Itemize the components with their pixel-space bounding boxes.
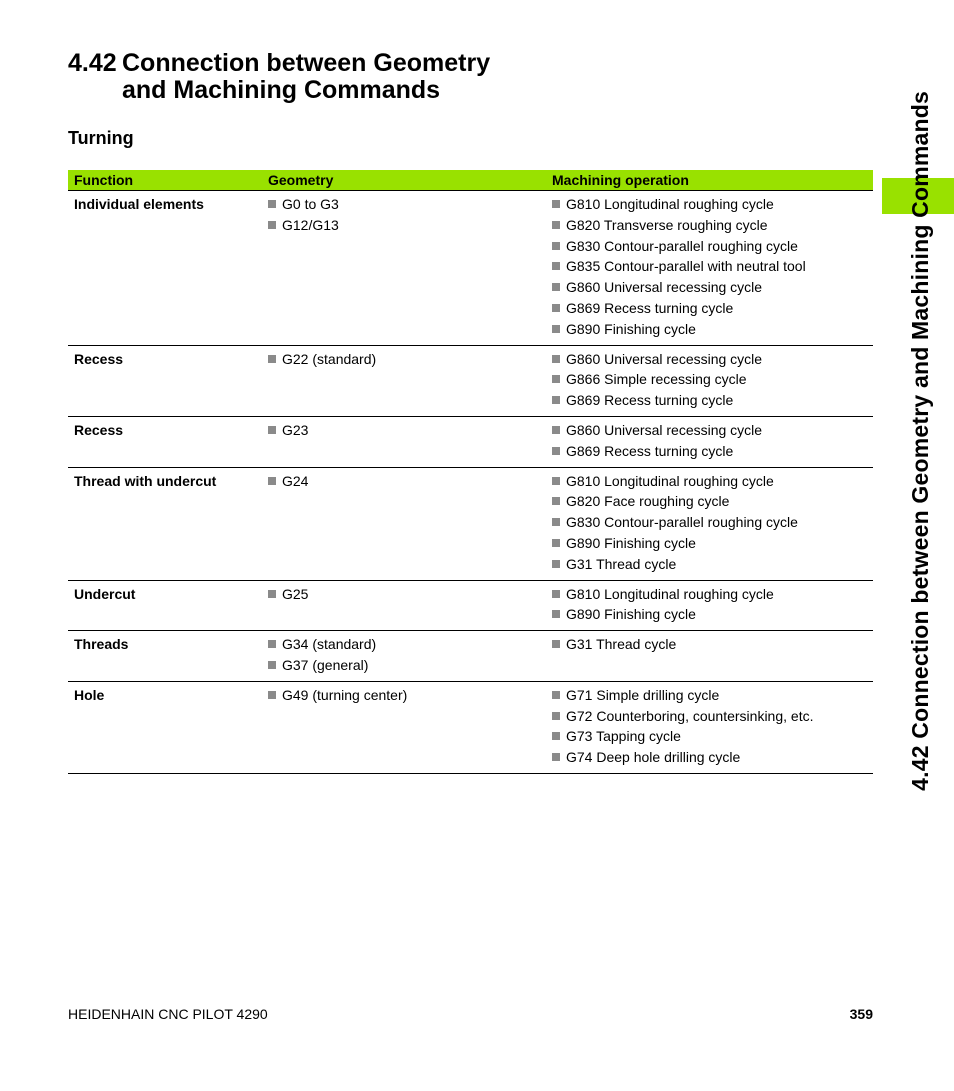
machining-cell-list	[552, 634, 867, 655]
table-row	[68, 345, 873, 416]
machining-item: G860 Universal recessing cycle	[552, 277, 867, 298]
machining-cell	[546, 681, 873, 773]
machining-item: G820 Transverse roughing cycle	[552, 215, 867, 236]
column-header-function: Function	[68, 170, 262, 191]
machining-item: G860 Universal recessing cycle	[552, 420, 867, 441]
geometry-cell	[262, 631, 546, 682]
geometry-cell	[262, 580, 546, 631]
table-header-row	[68, 170, 873, 191]
geometry-cell-list	[268, 584, 540, 605]
table-row	[68, 191, 873, 346]
column-header-geometry: Geometry	[262, 170, 546, 191]
machining-cell-list	[552, 194, 867, 340]
title-line-1: Connection between Geometry	[122, 49, 491, 77]
machining-item: G869 Recess turning cycle	[552, 298, 867, 319]
commands-table	[68, 170, 873, 774]
geometry-item: G0 to G3	[268, 194, 540, 215]
machining-item: G820 Face roughing cycle	[552, 491, 867, 512]
machining-item: G73 Tapping cycle	[552, 726, 867, 747]
machining-item: G866 Simple recessing cycle	[552, 369, 867, 390]
table-row	[68, 631, 873, 682]
geometry-cell	[262, 681, 546, 773]
machining-item: G890 Finishing cycle	[552, 533, 867, 554]
column-header-machining: Machining operation	[546, 170, 873, 191]
machining-item: G31 Thread cycle	[552, 554, 867, 575]
geometry-cell	[262, 345, 546, 416]
section-number: 4.42	[68, 49, 117, 77]
page-number: 359	[849, 1006, 873, 1022]
machining-cell	[546, 191, 873, 346]
machining-cell-list	[552, 420, 867, 462]
geometry-cell	[262, 191, 546, 346]
function-cell: Thread with undercut	[68, 467, 262, 580]
geometry-cell-list	[268, 471, 540, 492]
machining-cell-list	[552, 685, 867, 768]
geometry-cell-list	[268, 420, 540, 441]
machining-item: G31 Thread cycle	[552, 634, 867, 655]
geometry-cell-list	[268, 194, 540, 236]
function-cell: Undercut	[68, 580, 262, 631]
machining-cell-list	[552, 471, 867, 575]
geometry-cell-list	[268, 634, 540, 676]
machining-item: G869 Recess turning cycle	[552, 390, 867, 411]
machining-item: G860 Universal recessing cycle	[552, 349, 867, 370]
table-row	[68, 681, 873, 773]
section-title	[68, 50, 490, 104]
function-cell: Hole	[68, 681, 262, 773]
geometry-item: G37 (general)	[268, 655, 540, 676]
machining-cell	[546, 580, 873, 631]
machining-item: G810 Longitudinal roughing cycle	[552, 194, 867, 215]
geometry-item: G23	[268, 420, 540, 441]
machining-item: G71 Simple drilling cycle	[552, 685, 867, 706]
machining-item: G810 Longitudinal roughing cycle	[552, 584, 867, 605]
geometry-cell-list	[268, 349, 540, 370]
geometry-item: G12/G13	[268, 215, 540, 236]
machining-item: G72 Counterboring, countersinking, etc.	[552, 706, 867, 727]
function-cell: Recess	[68, 345, 262, 416]
geometry-item: G22 (standard)	[268, 349, 540, 370]
geometry-item: G49 (turning center)	[268, 685, 540, 706]
machining-cell-list	[552, 584, 867, 626]
footer-product: HEIDENHAIN CNC PILOT 4290	[68, 1006, 268, 1022]
side-title-text: 4.42 Connection between Geometry and Machining Commands	[906, 91, 933, 791]
machining-item: G810 Longitudinal roughing cycle	[552, 471, 867, 492]
machining-item: G830 Contour-parallel roughing cycle	[552, 236, 867, 257]
machining-cell	[546, 416, 873, 467]
machining-item: G890 Finishing cycle	[552, 319, 867, 340]
geometry-item: G25	[268, 584, 540, 605]
subsection-title: Turning	[68, 128, 134, 148]
page-footer	[68, 1006, 873, 1022]
geometry-cell-list	[268, 685, 540, 706]
table-body	[68, 191, 873, 774]
machining-cell-list	[552, 349, 867, 411]
machining-item: G869 Recess turning cycle	[552, 441, 867, 462]
function-cell: Threads	[68, 631, 262, 682]
geometry-item: G34 (standard)	[268, 634, 540, 655]
machining-cell	[546, 631, 873, 682]
table-row	[68, 467, 873, 580]
geometry-cell	[262, 416, 546, 467]
machining-item: G890 Finishing cycle	[552, 604, 867, 625]
machining-item: G830 Contour-parallel roughing cycle	[552, 512, 867, 533]
table-row	[68, 580, 873, 631]
title-line-2: and Machining Commands	[122, 76, 441, 104]
table-row	[68, 416, 873, 467]
machining-cell	[546, 345, 873, 416]
machining-item: G74 Deep hole drilling cycle	[552, 747, 867, 768]
function-cell: Individual elements	[68, 191, 262, 346]
geometry-cell	[262, 467, 546, 580]
function-cell: Recess	[68, 416, 262, 467]
machining-cell	[546, 467, 873, 580]
machining-item: G835 Contour-parallel with neutral tool	[552, 256, 867, 277]
side-running-title	[892, 56, 948, 826]
geometry-item: G24	[268, 471, 540, 492]
